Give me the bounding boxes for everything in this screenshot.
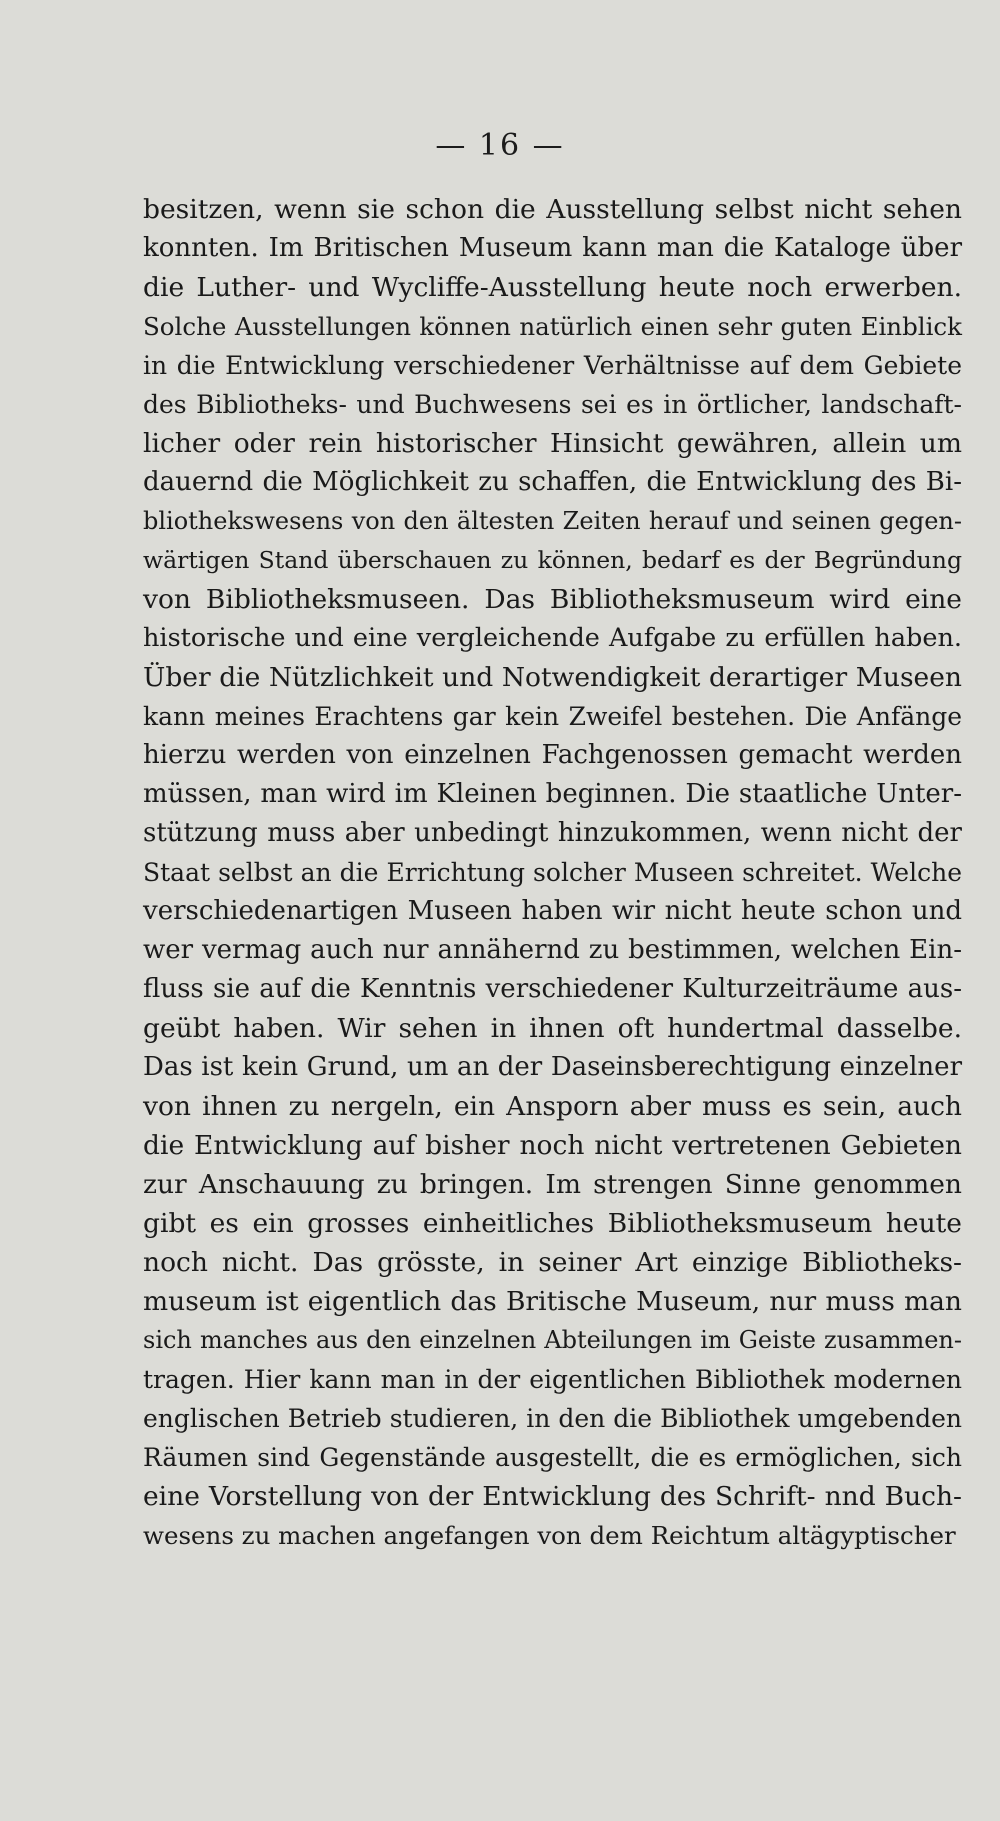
text-line: licher oder rein historischer Hinsicht gewähren, allein um [143, 428, 962, 459]
text-line: bliothekswesens von den ältesten Zeiten herauf und seinen gegen- [143, 507, 962, 535]
text-line: von Bibliotheksmuseen. Das Bibliotheksmuseum wird eine [143, 584, 962, 615]
text-line: verschiedenartigen Museen haben wir nicht heute schon und [143, 896, 962, 926]
text-line: Räumen sind Gegenstände ausgestellt, die es ermöglichen, sich [143, 1443, 962, 1472]
text-line: in die Entwicklung verschiedener Verhältnisse auf dem Gebiete [143, 351, 962, 380]
text-line: zur Anschauung zu bringen. Im strengen Sinne genommen [143, 1169, 962, 1200]
text-line: besitzen, wenn sie schon die Ausstellung selbst nicht sehen [143, 194, 962, 225]
text-line: hierzu werden von einzelnen Fachgenossen gemacht werden [143, 740, 962, 770]
text-line: englischen Betrieb studieren, in den die Bibliothek umgebenden [143, 1404, 962, 1433]
text-line: kann meines Erachtens gar kein Zweifel bestehen. Die Anfänge [143, 702, 962, 731]
text-line: eine Vorstellung von der Entwicklung des Schrift- nnd Buch- [143, 1481, 962, 1512]
text-line: geübt haben. Wir sehen in ihnen oft hundertmal dasselbe. [143, 1013, 962, 1044]
text-line: gibt es ein grosses einheitliches Bibliotheksmuseum heute [143, 1208, 962, 1239]
text-line: Staat selbst an die Errichtung solcher Museen schreitet. Welche [143, 858, 962, 887]
text-line: Solche Ausstellungen können natürlich einen sehr guten Einblick [143, 312, 962, 341]
text-line: Über die Nützlichkeit und Notwendigkeit derartiger Museen [143, 662, 962, 693]
text-line: stützung muss aber unbedingt hinzukommen, wenn nicht der [143, 818, 962, 848]
text-line: die Luther- und Wycliffe-Ausstellung heute noch erwerben. [143, 272, 962, 303]
text-line: museum ist eigentlich das Britische Museum, nur muss man [143, 1286, 962, 1317]
text-line: müssen, man wird im Kleinen beginnen. Die staatliche Unter- [143, 779, 962, 809]
text-line: sich manches aus den einzelnen Abteilungen im Geiste zusammen- [143, 1326, 962, 1354]
text-line: wärtigen Stand überschauen zu können, bedarf es der Begründung [143, 546, 962, 574]
text-line: wesens zu machen angefangen von dem Reichtum altägyptischer [143, 1521, 956, 1550]
text-line: Das ist kein Grund, um an der Daseinsberechtigung einzelner [143, 1052, 962, 1082]
text-line: tragen. Hier kann man in der eigentlichen Bibliothek modernen [143, 1365, 962, 1394]
text-line: wer vermag auch nur annähernd zu bestimmen, welchen Ein- [143, 935, 962, 965]
text-line: historische und eine vergleichende Aufgabe zu erfüllen haben. [143, 623, 962, 653]
page-number: — 16 — [435, 128, 565, 163]
text-line: dauernd die Möglichkeit zu schaffen, die Entwicklung des Bi- [143, 467, 962, 497]
body-text [143, 190, 962, 1555]
text-line: des Bibliotheks- und Buchwesens sei es in örtlicher, landschaft- [143, 390, 962, 419]
text-line: noch nicht. Das grösste, in seiner Art einzige Bibliotheks- [143, 1247, 962, 1278]
text-line: fluss sie auf die Kenntnis verschiedener Kulturzeiträume aus- [143, 974, 962, 1004]
text-line: die Entwicklung auf bisher noch nicht vertretenen Gebieten [143, 1130, 962, 1161]
text-line: konnten. Im Britischen Museum kann man die Kataloge über [143, 233, 962, 263]
text-line: von ihnen zu nergeln, ein Ansporn aber muss es sein, auch [143, 1091, 962, 1122]
